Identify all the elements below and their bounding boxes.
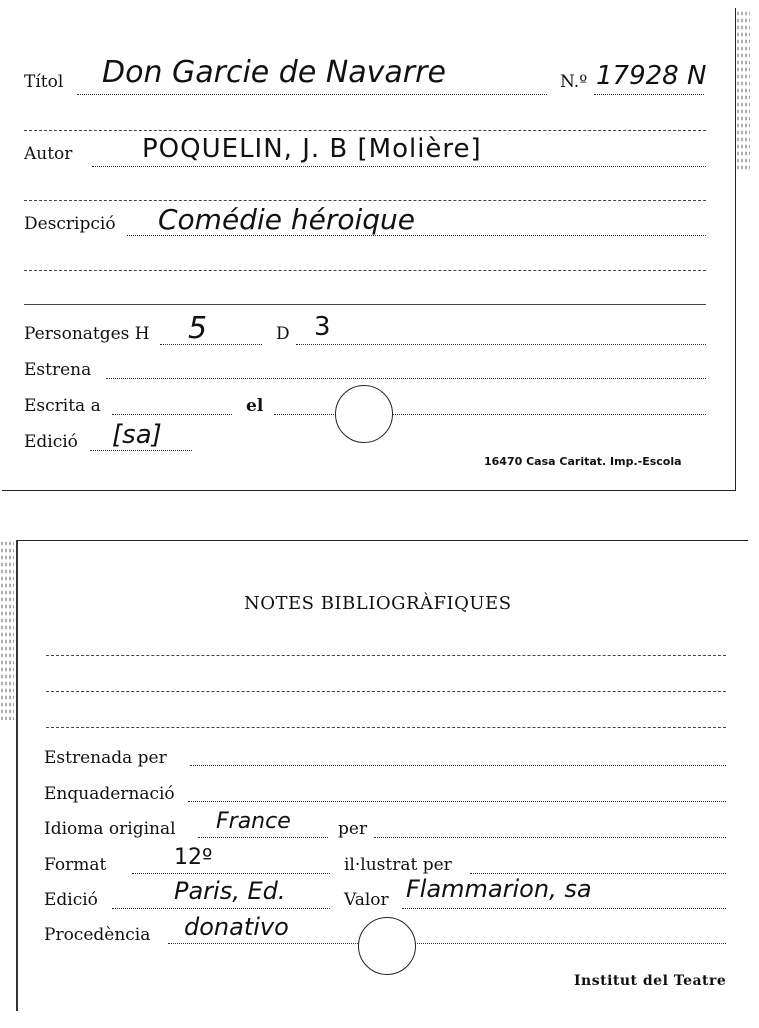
valor-value: Flammarion, sa — [406, 875, 592, 903]
titol-label: Títol — [24, 72, 64, 92]
numero-line — [594, 94, 704, 95]
procedencia-line — [168, 943, 726, 944]
escrita-line — [112, 414, 232, 415]
estrenada-label: Estrenada per — [44, 748, 167, 768]
format-label: Format — [44, 855, 107, 875]
catalog-card-front — [2, 8, 736, 491]
personatges-label: Personatges H — [24, 324, 150, 344]
illustrat-line — [470, 873, 726, 874]
titol-value: Don Garcie de Navarre — [102, 55, 446, 90]
valor-label: Valor — [344, 890, 389, 910]
valor-line — [402, 908, 726, 909]
notes-heading: NOTES BIBLIOGRÀFIQUES — [244, 593, 512, 614]
autor-line — [92, 166, 706, 167]
back-edicio-line — [112, 908, 330, 909]
institut-imprint: Institut del Teatre — [574, 973, 727, 989]
blank-rule — [24, 200, 706, 201]
blank-rule — [46, 655, 726, 656]
blank-rule — [46, 691, 726, 692]
printer-imprint: 16470 Casa Caritat. Imp.-Escola — [484, 455, 682, 468]
enquadernacio-label: Enquadernació — [44, 784, 175, 804]
idioma-line — [198, 837, 328, 838]
autor-value: POQUELIN, J. B [Molière] — [142, 134, 482, 164]
punch-hole — [358, 917, 416, 975]
blank-rule — [24, 130, 706, 131]
autor-label: Autor — [24, 144, 73, 164]
blank-rule — [46, 727, 726, 728]
personatges-d-value: 3 — [314, 312, 331, 342]
idioma-per-line — [374, 837, 726, 838]
personatges-h-line — [160, 344, 262, 345]
procedencia-label: Procedència — [44, 925, 151, 945]
titol-line — [77, 94, 547, 95]
format-value: 12º — [174, 845, 213, 870]
idioma-label: Idioma original — [44, 819, 176, 839]
catalog-card-back — [16, 540, 748, 1011]
illustrat-label: il·lustrat per — [344, 855, 452, 875]
blank-rule — [24, 270, 706, 271]
scan-edge-speckle — [0, 540, 14, 720]
personatges-d-line — [296, 344, 706, 345]
procedencia-value: donativo — [184, 913, 289, 941]
personatges-d-label: D — [276, 324, 290, 344]
edicio-label: Edició — [24, 432, 78, 452]
estrena-line — [106, 378, 706, 379]
idioma-value: France — [216, 809, 291, 834]
punch-hole — [335, 385, 393, 443]
idioma-per-label: per — [338, 819, 368, 839]
format-line — [132, 873, 330, 874]
escrita-label: Escrita a — [24, 396, 101, 416]
descripcio-label: Descripció — [24, 214, 116, 234]
scan-edge-speckle — [736, 10, 750, 170]
estrena-label: Estrena — [24, 360, 92, 380]
estrenada-line — [190, 765, 726, 766]
numero-value: 17928 N — [596, 61, 707, 91]
enquadernacio-line — [188, 801, 726, 802]
el-label: el — [246, 396, 264, 416]
descripcio-line — [127, 235, 706, 236]
edicio-line — [90, 450, 192, 451]
edicio-value: [sa] — [112, 420, 162, 450]
descripcio-value: Comédie héroique — [158, 203, 416, 236]
personatges-h-value: 5 — [188, 311, 208, 346]
back-edicio-label: Edició — [44, 890, 98, 910]
blank-rule — [24, 304, 706, 305]
back-edicio-value: Paris, Ed. — [174, 877, 286, 905]
numero-label: N.º — [560, 72, 588, 92]
